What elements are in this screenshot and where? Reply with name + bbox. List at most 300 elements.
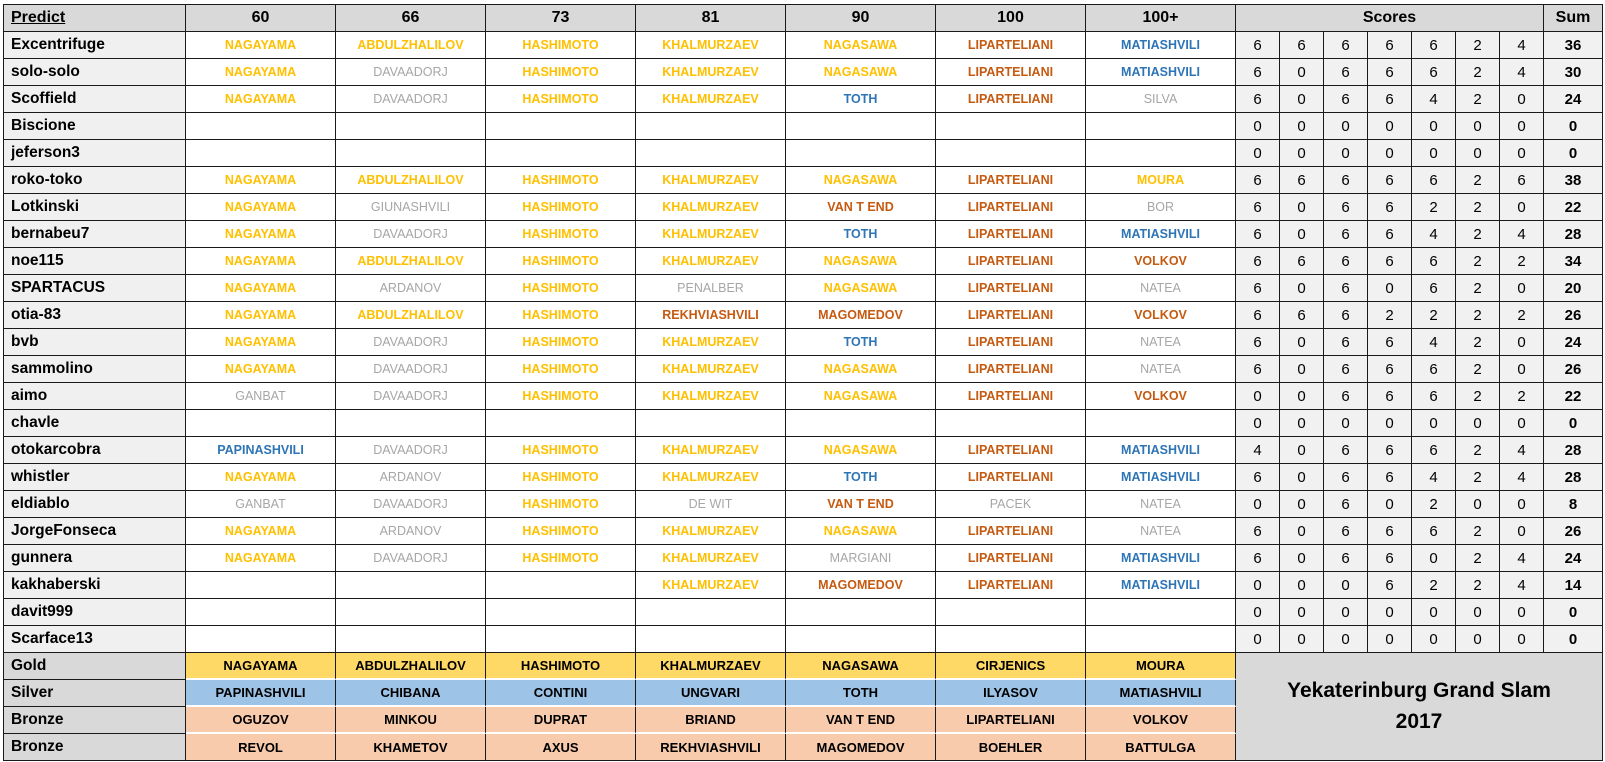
score-cell[interactable]: 6 — [1324, 194, 1368, 221]
score-cell[interactable]: 0 — [1280, 140, 1324, 167]
prediction-cell[interactable]: LIPARTELIANI — [936, 518, 1086, 545]
prediction-cell[interactable]: NAGASAWA — [786, 437, 936, 464]
score-cell[interactable]: 2 — [1412, 194, 1456, 221]
medal-pick-cell[interactable]: PAPINASHVILI — [186, 680, 336, 707]
score-cell[interactable]: 6 — [1412, 167, 1456, 194]
prediction-cell[interactable]: TOTH — [786, 329, 936, 356]
score-cell[interactable]: 6 — [1236, 248, 1280, 275]
score-cell[interactable]: 0 — [1280, 329, 1324, 356]
score-cell[interactable]: 0 — [1280, 626, 1324, 653]
score-cell[interactable]: 6 — [1280, 167, 1324, 194]
prediction-cell[interactable]: DAVAADORJ — [336, 383, 486, 410]
prediction-cell[interactable] — [1086, 113, 1236, 140]
player-name-cell[interactable]: aimo — [4, 383, 186, 410]
score-cell[interactable]: 6 — [1368, 572, 1412, 599]
prediction-cell[interactable]: ABDULZHALILOV — [336, 167, 486, 194]
medal-pick-cell[interactable]: BATTULGA — [1086, 734, 1236, 761]
score-cell[interactable]: 2 — [1456, 572, 1500, 599]
sum-cell[interactable]: 34 — [1544, 248, 1603, 275]
medal-pick-cell[interactable]: HASHIMOTO — [486, 653, 636, 680]
score-cell[interactable]: 0 — [1368, 626, 1412, 653]
score-cell[interactable]: 0 — [1280, 221, 1324, 248]
prediction-cell[interactable] — [486, 410, 636, 437]
player-name-cell[interactable]: whistler — [4, 464, 186, 491]
medal-pick-cell[interactable]: LIPARTELIANI — [936, 707, 1086, 734]
score-cell[interactable]: 4 — [1412, 329, 1456, 356]
prediction-cell[interactable]: PAPINASHVILI — [186, 437, 336, 464]
score-cell[interactable]: 6 — [1368, 329, 1412, 356]
prediction-cell[interactable] — [186, 599, 336, 626]
score-cell[interactable]: 0 — [1280, 491, 1324, 518]
prediction-cell[interactable] — [186, 140, 336, 167]
prediction-cell[interactable]: NAGAYAMA — [186, 518, 336, 545]
score-cell[interactable]: 2 — [1456, 383, 1500, 410]
medal-pick-cell[interactable]: BRIAND — [636, 707, 786, 734]
score-cell[interactable]: 0 — [1368, 491, 1412, 518]
score-cell[interactable]: 0 — [1412, 113, 1456, 140]
score-cell[interactable]: 0 — [1368, 140, 1412, 167]
prediction-cell[interactable]: NAGAYAMA — [186, 302, 336, 329]
prediction-cell[interactable]: MOURA — [1086, 167, 1236, 194]
sum-cell[interactable]: 22 — [1544, 383, 1603, 410]
prediction-cell[interactable]: DAVAADORJ — [336, 545, 486, 572]
score-cell[interactable]: 2 — [1500, 383, 1544, 410]
prediction-cell[interactable] — [486, 140, 636, 167]
score-cell[interactable]: 6 — [1324, 329, 1368, 356]
score-cell[interactable]: 0 — [1412, 410, 1456, 437]
prediction-cell[interactable]: NAGAYAMA — [186, 167, 336, 194]
score-cell[interactable]: 0 — [1368, 275, 1412, 302]
score-cell[interactable]: 0 — [1500, 410, 1544, 437]
score-cell[interactable]: 0 — [1324, 626, 1368, 653]
prediction-cell[interactable] — [636, 140, 786, 167]
score-cell[interactable]: 0 — [1456, 410, 1500, 437]
score-cell[interactable]: 6 — [1280, 32, 1324, 59]
score-cell[interactable]: 0 — [1324, 140, 1368, 167]
prediction-cell[interactable]: DAVAADORJ — [336, 356, 486, 383]
prediction-cell[interactable]: HASHIMOTO — [486, 32, 636, 59]
medal-pick-cell[interactable]: OGUZOV — [186, 707, 336, 734]
prediction-cell[interactable]: DAVAADORJ — [336, 59, 486, 86]
prediction-cell[interactable]: NAGAYAMA — [186, 59, 336, 86]
score-cell[interactable]: 0 — [1280, 572, 1324, 599]
score-cell[interactable]: 6 — [1324, 86, 1368, 113]
score-cell[interactable]: 6 — [1368, 518, 1412, 545]
prediction-cell[interactable]: NAGAYAMA — [186, 32, 336, 59]
score-cell[interactable]: 0 — [1500, 599, 1544, 626]
prediction-cell[interactable] — [486, 599, 636, 626]
prediction-cell[interactable]: MATIASHVILI — [1086, 545, 1236, 572]
prediction-cell[interactable]: LIPARTELIANI — [936, 221, 1086, 248]
score-cell[interactable]: 0 — [1456, 626, 1500, 653]
score-cell[interactable]: 2 — [1456, 302, 1500, 329]
score-cell[interactable]: 6 — [1368, 437, 1412, 464]
player-name-cell[interactable]: otokarcobra — [4, 437, 186, 464]
score-cell[interactable]: 2 — [1456, 59, 1500, 86]
score-cell[interactable]: 0 — [1280, 275, 1324, 302]
player-name-cell[interactable]: kakhaberski — [4, 572, 186, 599]
prediction-cell[interactable]: LIPARTELIANI — [936, 464, 1086, 491]
prediction-cell[interactable]: LIPARTELIANI — [936, 572, 1086, 599]
prediction-cell[interactable] — [786, 140, 936, 167]
sum-cell[interactable]: 14 — [1544, 572, 1603, 599]
sum-cell[interactable]: 26 — [1544, 356, 1603, 383]
medal-pick-cell[interactable]: KHALMURZAEV — [636, 653, 786, 680]
score-cell[interactable]: 0 — [1280, 545, 1324, 572]
score-cell[interactable]: 0 — [1236, 626, 1280, 653]
score-cell[interactable]: 2 — [1456, 545, 1500, 572]
prediction-cell[interactable]: DAVAADORJ — [336, 329, 486, 356]
prediction-cell[interactable]: MARGIANI — [786, 545, 936, 572]
prediction-cell[interactable]: NATEA — [1086, 518, 1236, 545]
score-cell[interactable]: 0 — [1500, 86, 1544, 113]
prediction-cell[interactable]: DAVAADORJ — [336, 221, 486, 248]
prediction-cell[interactable]: HASHIMOTO — [486, 275, 636, 302]
prediction-cell[interactable] — [786, 410, 936, 437]
medal-label-cell[interactable]: Bronze — [4, 707, 186, 734]
prediction-cell[interactable]: HASHIMOTO — [486, 464, 636, 491]
medal-label-cell[interactable]: Bronze — [4, 734, 186, 761]
sum-header[interactable]: Sum — [1544, 5, 1603, 32]
prediction-cell[interactable]: LIPARTELIANI — [936, 545, 1086, 572]
score-cell[interactable]: 6 — [1324, 464, 1368, 491]
score-cell[interactable]: 6 — [1324, 545, 1368, 572]
player-name-cell[interactable]: roko-toko — [4, 167, 186, 194]
prediction-cell[interactable]: KHALMURZAEV — [636, 167, 786, 194]
score-cell[interactable]: 2 — [1456, 275, 1500, 302]
prediction-cell[interactable]: NAGAYAMA — [186, 248, 336, 275]
medal-pick-cell[interactable]: REKHVIASHVILI — [636, 734, 786, 761]
prediction-cell[interactable]: HASHIMOTO — [486, 437, 636, 464]
prediction-cell[interactable]: NAGAYAMA — [186, 86, 336, 113]
score-cell[interactable]: 6 — [1236, 167, 1280, 194]
medal-pick-cell[interactable]: ILYASOV — [936, 680, 1086, 707]
score-cell[interactable]: 2 — [1412, 491, 1456, 518]
prediction-cell[interactable]: VOLKOV — [1086, 302, 1236, 329]
score-cell[interactable]: 2 — [1456, 248, 1500, 275]
medal-pick-cell[interactable]: NAGASAWA — [786, 653, 936, 680]
player-name-cell[interactable]: Biscione — [4, 113, 186, 140]
score-cell[interactable]: 6 — [1368, 167, 1412, 194]
score-cell[interactable]: 2 — [1456, 167, 1500, 194]
score-cell[interactable]: 6 — [1324, 302, 1368, 329]
prediction-cell[interactable]: GANBAT — [186, 383, 336, 410]
prediction-cell[interactable] — [1086, 599, 1236, 626]
score-cell[interactable]: 6 — [1412, 248, 1456, 275]
score-cell[interactable]: 4 — [1500, 32, 1544, 59]
score-cell[interactable]: 2 — [1456, 437, 1500, 464]
score-cell[interactable]: 6 — [1368, 221, 1412, 248]
prediction-cell[interactable]: KHALMURZAEV — [636, 356, 786, 383]
prediction-cell[interactable]: HASHIMOTO — [486, 383, 636, 410]
sum-cell[interactable]: 28 — [1544, 437, 1603, 464]
medal-pick-cell[interactable]: MOURA — [1086, 653, 1236, 680]
prediction-cell[interactable] — [636, 626, 786, 653]
sum-cell[interactable]: 26 — [1544, 302, 1603, 329]
score-cell[interactable]: 2 — [1456, 329, 1500, 356]
medal-pick-cell[interactable]: MAGOMEDOV — [786, 734, 936, 761]
prediction-cell[interactable] — [636, 599, 786, 626]
prediction-cell[interactable] — [186, 410, 336, 437]
prediction-cell[interactable]: DAVAADORJ — [336, 86, 486, 113]
score-cell[interactable]: 6 — [1412, 32, 1456, 59]
prediction-cell[interactable] — [186, 572, 336, 599]
prediction-cell[interactable] — [936, 599, 1086, 626]
score-cell[interactable]: 0 — [1456, 599, 1500, 626]
prediction-cell[interactable]: NAGASAWA — [786, 32, 936, 59]
prediction-cell[interactable]: LIPARTELIANI — [936, 194, 1086, 221]
score-cell[interactable]: 6 — [1324, 167, 1368, 194]
medal-pick-cell[interactable]: KHAMETOV — [336, 734, 486, 761]
score-cell[interactable]: 2 — [1456, 356, 1500, 383]
score-cell[interactable]: 6 — [1368, 383, 1412, 410]
score-cell[interactable]: 4 — [1500, 464, 1544, 491]
prediction-cell[interactable]: KHALMURZAEV — [636, 464, 786, 491]
prediction-cell[interactable]: NAGASAWA — [786, 167, 936, 194]
prediction-cell[interactable]: MAGOMEDOV — [786, 302, 936, 329]
score-cell[interactable]: 0 — [1412, 626, 1456, 653]
score-cell[interactable]: 6 — [1324, 248, 1368, 275]
score-cell[interactable]: 0 — [1500, 140, 1544, 167]
score-cell[interactable]: 6 — [1324, 356, 1368, 383]
sum-cell[interactable]: 0 — [1544, 113, 1603, 140]
score-cell[interactable]: 0 — [1500, 491, 1544, 518]
score-cell[interactable]: 6 — [1280, 248, 1324, 275]
score-cell[interactable]: 0 — [1280, 194, 1324, 221]
prediction-cell[interactable]: LIPARTELIANI — [936, 302, 1086, 329]
player-name-cell[interactable]: sammolino — [4, 356, 186, 383]
score-cell[interactable]: 0 — [1236, 383, 1280, 410]
prediction-cell[interactable]: MATIASHVILI — [1086, 464, 1236, 491]
medal-label-cell[interactable]: Silver — [4, 680, 186, 707]
score-cell[interactable]: 6 — [1368, 356, 1412, 383]
prediction-cell[interactable] — [936, 140, 1086, 167]
score-cell[interactable]: 0 — [1280, 356, 1324, 383]
prediction-cell[interactable]: HASHIMOTO — [486, 302, 636, 329]
prediction-cell[interactable]: DAVAADORJ — [336, 437, 486, 464]
sum-cell[interactable]: 0 — [1544, 410, 1603, 437]
score-cell[interactable]: 0 — [1280, 464, 1324, 491]
score-cell[interactable]: 6 — [1412, 59, 1456, 86]
prediction-cell[interactable]: HASHIMOTO — [486, 86, 636, 113]
score-cell[interactable]: 0 — [1324, 113, 1368, 140]
prediction-cell[interactable]: ARDANOV — [336, 275, 486, 302]
score-cell[interactable]: 0 — [1368, 410, 1412, 437]
score-cell[interactable]: 0 — [1280, 599, 1324, 626]
score-cell[interactable]: 6 — [1412, 437, 1456, 464]
prediction-cell[interactable]: NAGASAWA — [786, 383, 936, 410]
prediction-cell[interactable]: NATEA — [1086, 329, 1236, 356]
prediction-cell[interactable]: VOLKOV — [1086, 248, 1236, 275]
score-cell[interactable]: 2 — [1500, 248, 1544, 275]
score-cell[interactable]: 0 — [1412, 545, 1456, 572]
medal-pick-cell[interactable]: REVOL — [186, 734, 336, 761]
score-cell[interactable]: 2 — [1456, 464, 1500, 491]
score-cell[interactable]: 2 — [1412, 572, 1456, 599]
prediction-cell[interactable]: KHALMURZAEV — [636, 518, 786, 545]
prediction-cell[interactable] — [636, 410, 786, 437]
prediction-cell[interactable]: NATEA — [1086, 491, 1236, 518]
prediction-cell[interactable]: KHALMURZAEV — [636, 221, 786, 248]
prediction-cell[interactable] — [786, 113, 936, 140]
prediction-cell[interactable]: KHALMURZAEV — [636, 86, 786, 113]
player-name-cell[interactable]: noe115 — [4, 248, 186, 275]
prediction-cell[interactable]: HASHIMOTO — [486, 545, 636, 572]
prediction-cell[interactable]: HASHIMOTO — [486, 491, 636, 518]
score-cell[interactable]: 6 — [1236, 86, 1280, 113]
prediction-cell[interactable]: HASHIMOTO — [486, 248, 636, 275]
score-cell[interactable]: 6 — [1236, 464, 1280, 491]
prediction-cell[interactable]: NATEA — [1086, 275, 1236, 302]
prediction-cell[interactable]: NAGAYAMA — [186, 464, 336, 491]
score-cell[interactable]: 0 — [1456, 140, 1500, 167]
medal-pick-cell[interactable]: NAGAYAMA — [186, 653, 336, 680]
score-cell[interactable]: 0 — [1280, 518, 1324, 545]
score-cell[interactable]: 0 — [1500, 113, 1544, 140]
score-cell[interactable]: 0 — [1236, 113, 1280, 140]
score-cell[interactable]: 6 — [1368, 194, 1412, 221]
medal-pick-cell[interactable]: CHIBANA — [336, 680, 486, 707]
prediction-cell[interactable]: TOTH — [786, 464, 936, 491]
prediction-cell[interactable]: DE WIT — [636, 491, 786, 518]
prediction-cell[interactable]: SILVA — [1086, 86, 1236, 113]
prediction-cell[interactable]: ARDANOV — [336, 518, 486, 545]
prediction-cell[interactable]: LIPARTELIANI — [936, 167, 1086, 194]
prediction-cell[interactable]: NAGASAWA — [786, 518, 936, 545]
sum-cell[interactable]: 36 — [1544, 32, 1603, 59]
prediction-cell[interactable]: KHALMURZAEV — [636, 329, 786, 356]
score-cell[interactable]: 0 — [1412, 599, 1456, 626]
score-cell[interactable]: 0 — [1280, 86, 1324, 113]
score-cell[interactable]: 0 — [1236, 140, 1280, 167]
medal-pick-cell[interactable]: CONTINI — [486, 680, 636, 707]
prediction-cell[interactable]: ABDULZHALILOV — [336, 32, 486, 59]
prediction-cell[interactable]: TOTH — [786, 221, 936, 248]
prediction-cell[interactable]: TOTH — [786, 86, 936, 113]
score-cell[interactable]: 0 — [1500, 194, 1544, 221]
score-cell[interactable]: 6 — [1236, 221, 1280, 248]
prediction-cell[interactable]: LIPARTELIANI — [936, 383, 1086, 410]
prediction-cell[interactable]: REKHVIASHVILI — [636, 302, 786, 329]
score-cell[interactable]: 6 — [1236, 545, 1280, 572]
prediction-cell[interactable]: HASHIMOTO — [486, 329, 636, 356]
score-cell[interactable]: 2 — [1456, 194, 1500, 221]
prediction-cell[interactable]: PENALBER — [636, 275, 786, 302]
score-cell[interactable]: 0 — [1456, 113, 1500, 140]
prediction-cell[interactable]: NAGASAWA — [786, 275, 936, 302]
prediction-cell[interactable] — [1086, 140, 1236, 167]
score-cell[interactable]: 6 — [1368, 86, 1412, 113]
prediction-cell[interactable] — [486, 113, 636, 140]
score-cell[interactable]: 6 — [1236, 518, 1280, 545]
prediction-cell[interactable]: VAN T END — [786, 491, 936, 518]
prediction-cell[interactable] — [636, 113, 786, 140]
medal-pick-cell[interactable]: BOEHLER — [936, 734, 1086, 761]
column-header-100[interactable]: 100 — [936, 5, 1086, 32]
prediction-cell[interactable] — [336, 410, 486, 437]
medal-pick-cell[interactable]: VOLKOV — [1086, 707, 1236, 734]
player-name-cell[interactable]: JorgeFonseca — [4, 518, 186, 545]
sum-cell[interactable]: 22 — [1544, 194, 1603, 221]
score-cell[interactable]: 4 — [1500, 437, 1544, 464]
player-name-cell[interactable]: gunnera — [4, 545, 186, 572]
sum-cell[interactable]: 24 — [1544, 86, 1603, 113]
prediction-cell[interactable] — [336, 599, 486, 626]
sum-cell[interactable]: 28 — [1544, 464, 1603, 491]
prediction-cell[interactable]: KHALMURZAEV — [636, 194, 786, 221]
score-cell[interactable]: 4 — [1500, 59, 1544, 86]
scores-header[interactable]: Scores — [1236, 5, 1544, 32]
score-cell[interactable]: 6 — [1236, 329, 1280, 356]
prediction-cell[interactable] — [336, 140, 486, 167]
score-cell[interactable]: 2 — [1412, 302, 1456, 329]
score-cell[interactable]: 6 — [1412, 383, 1456, 410]
prediction-cell[interactable]: VAN T END — [786, 194, 936, 221]
prediction-cell[interactable]: MATIASHVILI — [1086, 59, 1236, 86]
score-cell[interactable]: 0 — [1500, 356, 1544, 383]
prediction-cell[interactable]: KHALMURZAEV — [636, 437, 786, 464]
prediction-cell[interactable]: NAGASAWA — [786, 59, 936, 86]
score-cell[interactable]: 6 — [1324, 491, 1368, 518]
prediction-cell[interactable]: MATIASHVILI — [1086, 437, 1236, 464]
score-cell[interactable]: 4 — [1500, 572, 1544, 599]
prediction-cell[interactable]: ABDULZHALILOV — [336, 248, 486, 275]
prediction-cell[interactable]: ABDULZHALILOV — [336, 302, 486, 329]
score-cell[interactable]: 6 — [1236, 32, 1280, 59]
medal-pick-cell[interactable]: TOTH — [786, 680, 936, 707]
score-cell[interactable]: 0 — [1324, 572, 1368, 599]
column-header-predict[interactable]: Predict — [4, 5, 186, 32]
score-cell[interactable]: 2 — [1500, 302, 1544, 329]
medal-pick-cell[interactable]: DUPRAT — [486, 707, 636, 734]
prediction-cell[interactable] — [936, 626, 1086, 653]
column-header-90[interactable]: 90 — [786, 5, 936, 32]
prediction-cell[interactable]: KHALMURZAEV — [636, 383, 786, 410]
sum-cell[interactable]: 0 — [1544, 626, 1603, 653]
prediction-cell[interactable]: NAGAYAMA — [186, 545, 336, 572]
score-cell[interactable]: 0 — [1236, 572, 1280, 599]
prediction-cell[interactable]: MATIASHVILI — [1086, 572, 1236, 599]
score-cell[interactable]: 2 — [1368, 302, 1412, 329]
score-cell[interactable]: 0 — [1500, 329, 1544, 356]
prediction-cell[interactable]: KHALMURZAEV — [636, 572, 786, 599]
score-cell[interactable]: 0 — [1236, 599, 1280, 626]
score-cell[interactable]: 0 — [1368, 599, 1412, 626]
score-cell[interactable]: 6 — [1236, 59, 1280, 86]
score-cell[interactable]: 4 — [1412, 464, 1456, 491]
score-cell[interactable]: 6 — [1500, 167, 1544, 194]
prediction-cell[interactable] — [786, 626, 936, 653]
prediction-cell[interactable]: HASHIMOTO — [486, 518, 636, 545]
score-cell[interactable]: 0 — [1236, 491, 1280, 518]
player-name-cell[interactable]: jeferson3 — [4, 140, 186, 167]
prediction-cell[interactable]: HASHIMOTO — [486, 356, 636, 383]
player-name-cell[interactable]: SPARTACUS — [4, 275, 186, 302]
sum-cell[interactable]: 20 — [1544, 275, 1603, 302]
player-name-cell[interactable]: bvb — [4, 329, 186, 356]
score-cell[interactable]: 4 — [1236, 437, 1280, 464]
player-name-cell[interactable]: Scarface13 — [4, 626, 186, 653]
score-cell[interactable]: 6 — [1324, 518, 1368, 545]
score-cell[interactable]: 0 — [1280, 59, 1324, 86]
score-cell[interactable]: 0 — [1280, 437, 1324, 464]
sum-cell[interactable]: 8 — [1544, 491, 1603, 518]
prediction-cell[interactable]: VOLKOV — [1086, 383, 1236, 410]
medal-pick-cell[interactable]: ABDULZHALILOV — [336, 653, 486, 680]
score-cell[interactable]: 2 — [1456, 221, 1500, 248]
score-cell[interactable]: 4 — [1412, 86, 1456, 113]
prediction-cell[interactable] — [486, 572, 636, 599]
